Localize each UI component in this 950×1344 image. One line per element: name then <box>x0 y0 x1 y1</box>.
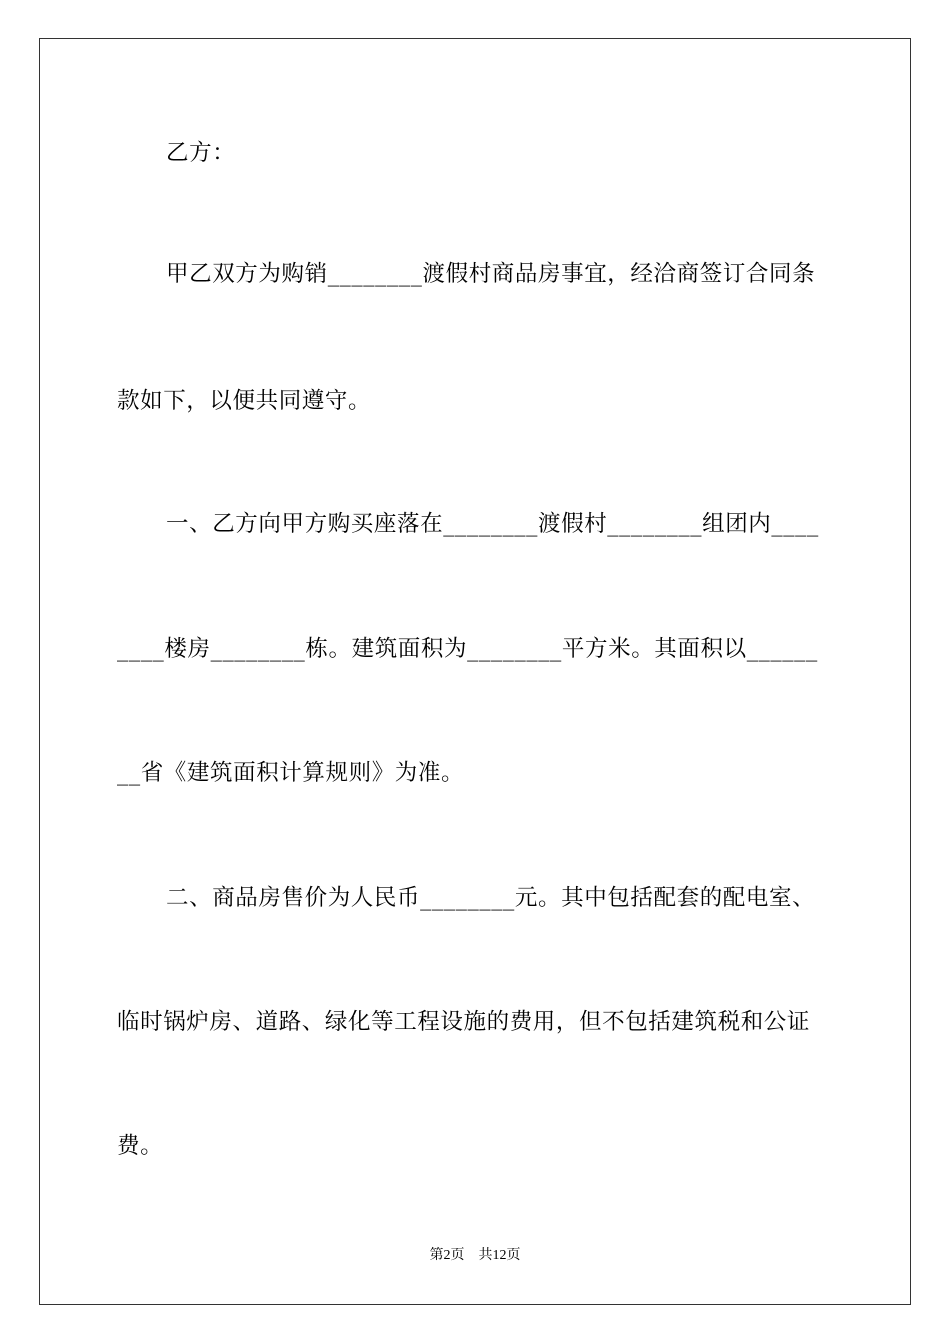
clause-1-line-2: ____楼房________栋。建筑面积为________平方米。其面积以______ <box>117 636 818 662</box>
page-total: 共12页 <box>478 1248 521 1263</box>
page-number: 第2页 <box>429 1248 465 1263</box>
party-b-label: 乙方： <box>166 140 236 166</box>
page-border <box>39 38 911 1305</box>
clause-1-line-3: __省《建筑面积计算规则》为准。 <box>117 760 465 786</box>
clause-2-line-2: 临时锅炉房、道路、绿化等工程设施的费用，但不包括建筑税和公证 <box>117 1009 811 1035</box>
page-footer <box>0 1247 950 1265</box>
clause-2-line-1: 二、商品房售价为人民币________元。其中包括配套的配电室、 <box>166 885 816 911</box>
clause-2-line-3: 费。 <box>117 1133 164 1159</box>
clause-1-line-1: 一、乙方向甲方购买座落在________渡假村________组团内____ <box>166 511 819 537</box>
contract-intro-line-1: 甲乙双方为购销________渡假村商品房事宜，经洽商签订合同条 <box>166 261 816 287</box>
contract-intro-line-2: 款如下，以便共同遵守。 <box>117 388 372 414</box>
